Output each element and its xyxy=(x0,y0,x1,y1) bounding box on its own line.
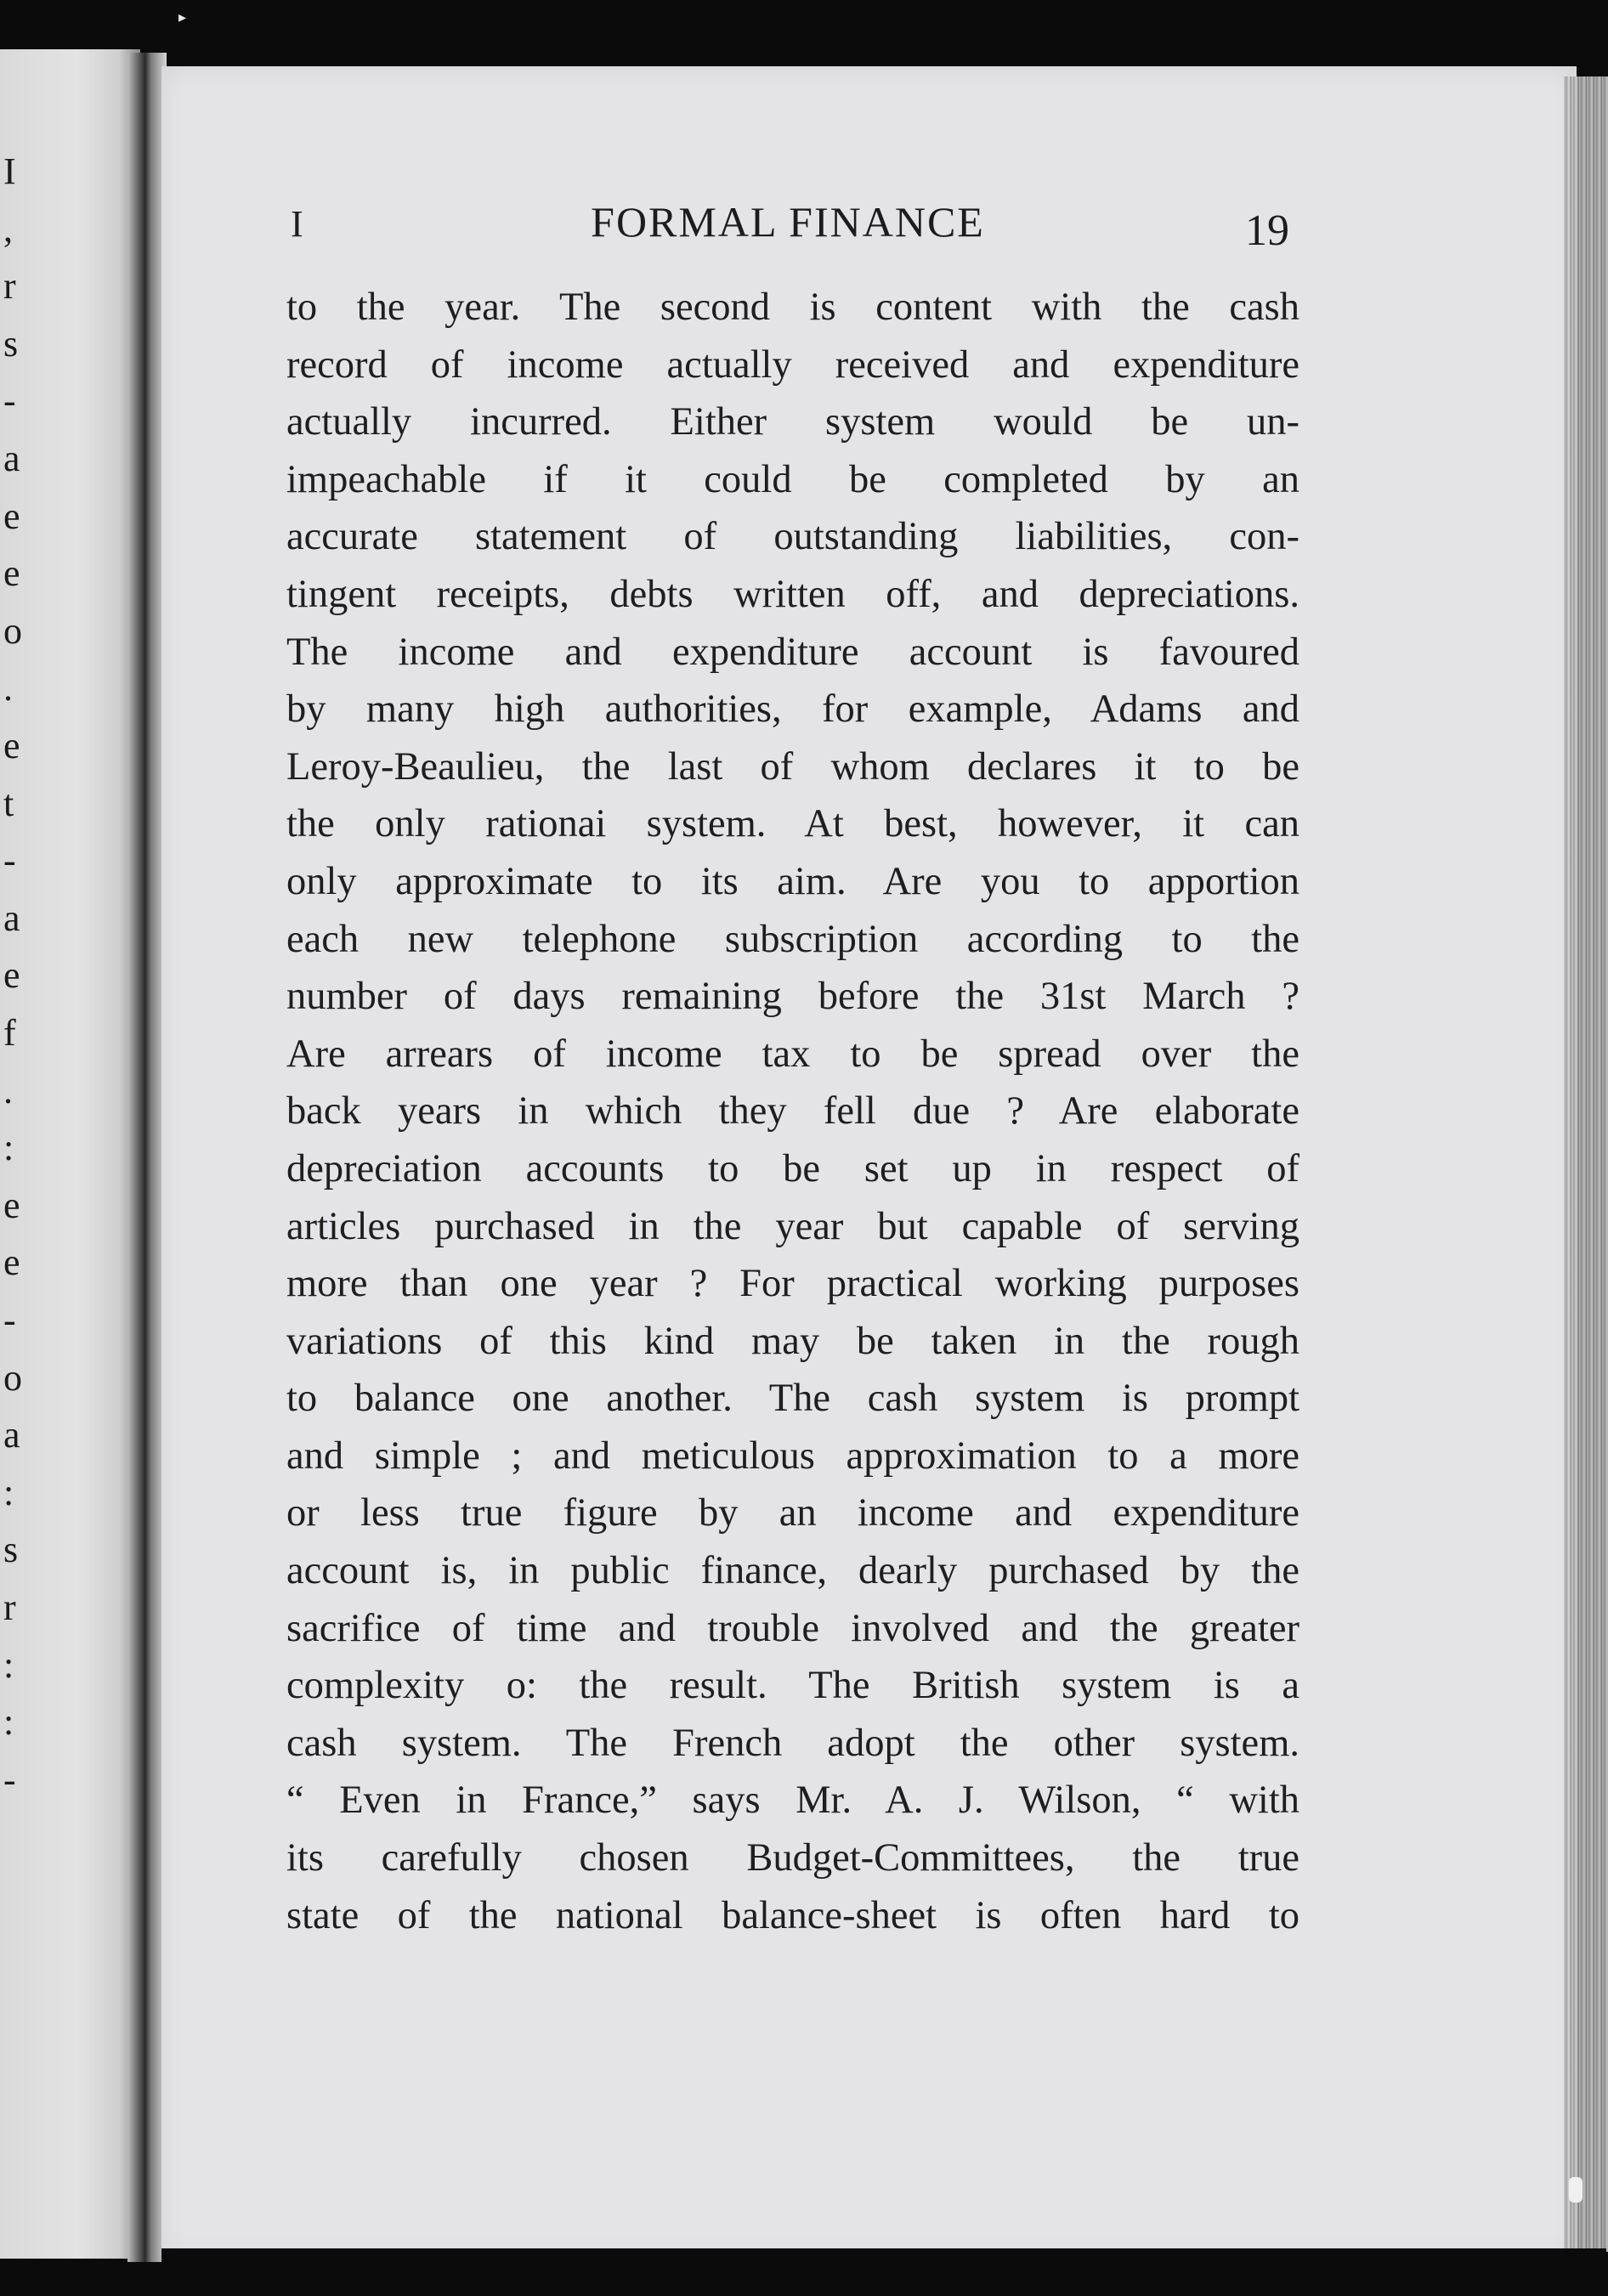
body-text xyxy=(286,279,1299,1944)
left-page-edge-char: - xyxy=(3,1758,16,1801)
text-line: complexity o: the result. The British system is a xyxy=(286,1664,1299,1708)
text-line: account is, in public finance, dearly purchased by the xyxy=(286,1549,1299,1593)
text-line: number of days remaining before the 31st March ? xyxy=(286,975,1299,1019)
text-line: only approximate to its aim. Are you to apportion xyxy=(286,859,1299,903)
text-line: back years in which they fell due ? Are elaborate xyxy=(286,1089,1299,1134)
left-page-edge-char: . xyxy=(3,667,13,710)
left-page-edge-char: . xyxy=(3,1069,13,1111)
text-line: each new telephone subscription according to the xyxy=(286,917,1299,961)
left-page-edge-char: - xyxy=(3,380,16,422)
left-page-edge-char: e xyxy=(3,552,20,595)
text-line: “ Even in France,” says Mr. A. J. Wilson, “ with xyxy=(286,1779,1299,1823)
text-line: articles purchased in the year but capable of serving xyxy=(286,1204,1299,1248)
text-line: The income and expenditure account is favoured xyxy=(286,630,1299,674)
text-line: to the year. The second is content with the cash xyxy=(286,286,1299,329)
page-stack-edge xyxy=(1564,76,1608,2252)
running-head xyxy=(286,194,1289,262)
text-line: variations of this kind may be taken in the rough xyxy=(286,1319,1299,1363)
left-page-edge-char: I xyxy=(3,150,16,192)
left-page-edge-char: : xyxy=(3,1127,14,1169)
page-number: 19 xyxy=(1245,206,1289,255)
text-line: or less true figure by an income and expenditure xyxy=(286,1491,1299,1535)
text-line: more than one year ? For practical working purposes xyxy=(286,1262,1299,1306)
text-line: by many high authorities, for example, Adams and xyxy=(286,687,1299,732)
text-line: Leroy-Beaulieu, the last of whom declares it to be xyxy=(286,744,1299,789)
left-page-edge-char: a xyxy=(3,1414,20,1456)
left-page-edge-char: t xyxy=(3,782,14,824)
left-page-edge-char: : xyxy=(3,1471,14,1513)
text-line: its carefully chosen Budget-Committees, the true xyxy=(286,1836,1299,1880)
left-page-edge-char: : xyxy=(3,1643,14,1686)
left-page-edge-char: e xyxy=(3,954,20,997)
text-line: to balance one another. The cash system is prompt xyxy=(286,1377,1299,1421)
text-line: depreciation accounts to be set up in respect of xyxy=(286,1146,1299,1190)
text-line: tingent receipts, debts written off, and depreciations. xyxy=(286,572,1299,616)
left-page-edge-char: r xyxy=(3,265,16,308)
text-line: cash system. The French adopt the other system. xyxy=(286,1721,1299,1765)
running-title: FORMAL FINANCE xyxy=(591,198,985,246)
text-line: accurate statement of outstanding liabilities, con- xyxy=(286,515,1299,559)
left-page-edge-char: o xyxy=(3,609,22,652)
text-line: sacrifice of time and trouble involved and the greater xyxy=(286,1606,1299,1650)
left-page-edge-char: e xyxy=(3,495,20,537)
left-page-edge-char: s xyxy=(3,322,19,365)
text-line: and simple ; and meticulous approximation to a more xyxy=(286,1434,1299,1478)
text-line: state of the national balance-sheet is often hard to xyxy=(286,1893,1299,1937)
corner-arrow-mark: ▸ xyxy=(178,8,187,26)
left-page-edge-char: o xyxy=(3,1356,22,1399)
left-page-edge-char: - xyxy=(3,840,16,882)
left-page-edge-char: a xyxy=(3,438,20,479)
left-page-edge-char: a xyxy=(3,896,20,939)
left-page-edge-char: f xyxy=(3,1012,16,1054)
text-line: the only rationai system. At best, however, it can xyxy=(286,802,1299,846)
chapter-numeral: I xyxy=(291,203,303,245)
bottom-shadow xyxy=(161,2248,1606,2296)
left-page-edge-char: e xyxy=(3,1241,20,1284)
left-page-edge-char: r xyxy=(3,1586,16,1628)
left-page-edge-char: - xyxy=(3,1299,16,1341)
text-line: Are arrears of income tax to be spread over the xyxy=(286,1032,1299,1076)
left-page-edge-char: : xyxy=(3,1701,14,1744)
corner-blemish xyxy=(1569,2177,1583,2203)
text-line: actually incurred. Either system would be un- xyxy=(286,400,1299,444)
left-page-edge-char: e xyxy=(3,1184,20,1226)
left-page-edge-char: e xyxy=(3,725,20,766)
left-page-edge-char: , xyxy=(3,207,13,250)
previous-page-edge xyxy=(0,49,140,2259)
text-line: impeachable if it could be completed by an xyxy=(286,457,1299,501)
left-page-edge-char: s xyxy=(3,1529,19,1571)
text-line: record of income actually received and expenditure xyxy=(286,342,1299,387)
